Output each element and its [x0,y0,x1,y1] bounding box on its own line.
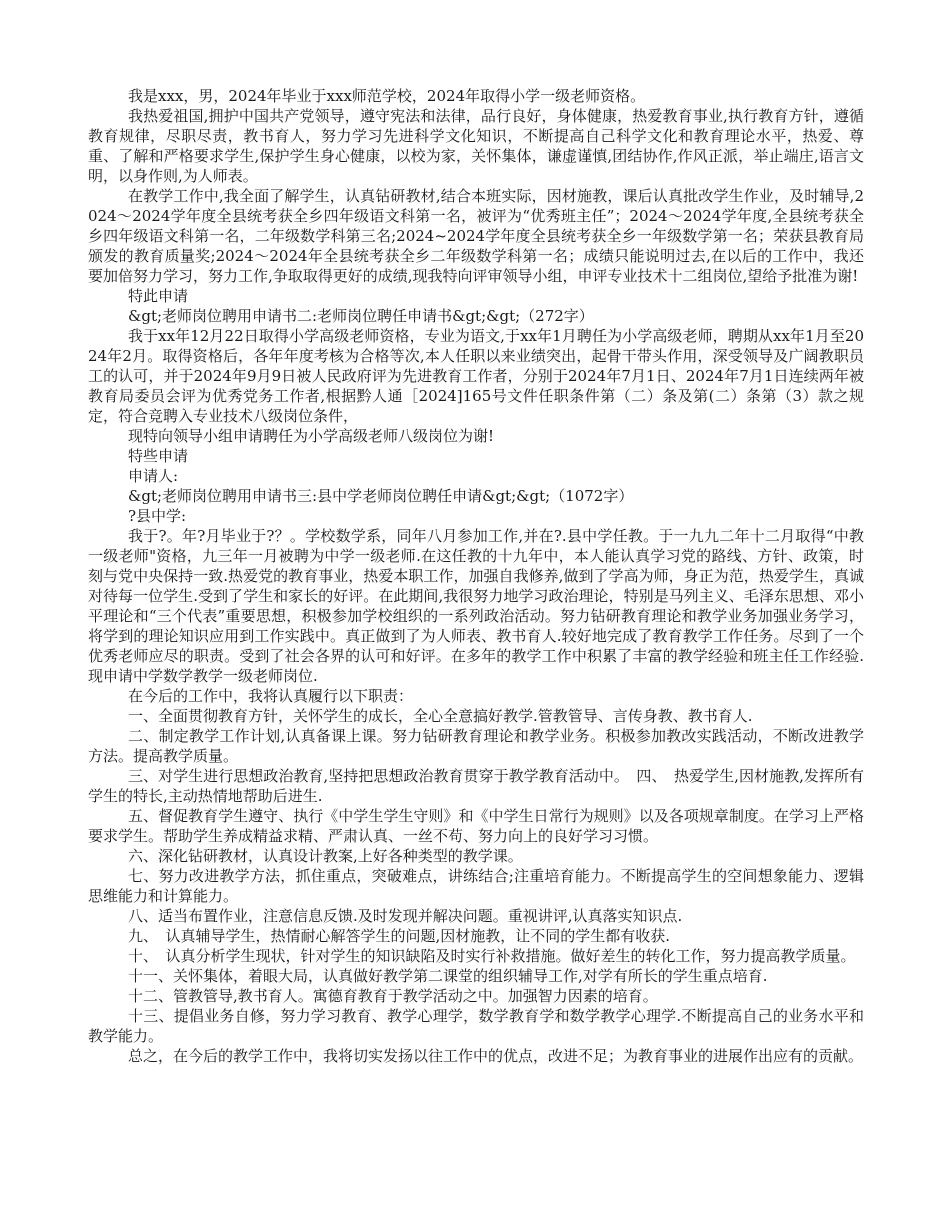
duty-item: 十一、关怀集体，着眼大局，认真做好教学第二课堂的组织辅导工作,对学有所长的学生重点培育. [128,967,768,985]
paragraph: 在今后的工作中，我将认真履行以下职责： [128,687,414,705]
applicant-label: 申请人: [128,467,179,485]
duty-item: 六、深化钻研教材，认真设计教案,上好各种类型的教学课。 [128,847,523,865]
duty-item: 八、适当布置作业，注意信息反馈.及时发现并解决问题。重视讲评,认真落实知识点. [128,907,683,925]
paragraph: 我是xxx，男，2024年毕业于xxx师范学校，2024年取得小学一级老师资格。 [128,87,646,105]
paragraph: 在教学工作中,我全面了解学生，认真钻研教材,结合本班实际，因材施教，课后认真批改学生作业，及时辅导,2024～2024学年度全县统考获全乡四年级语文科第一名，被评为“优秀班主任”；2024～2024学年度,全县统考获全乡四年级语文科第一名，二年级数学科第三名;2024~2024学年度全县统考获全乡一年级数学第一名；荣获县教育局颁发的教育质量奖;2024～2024年全县统考获全乡二年级数学科第一名；成绩只能说明过去,在以后的工作中，我还要加倍努力学习，努力工作,争取取得更好的成绩,现我特向评审领导小组，申评专业技术十二组岗位,望给予批准为谢! [88,187,864,285]
duty-item: 三、对学生进行思想政治教育,坚持把思想政治教育贯穿于教学教育活动中。 四、 热爱学生,因材施教,发挥所有学生的特长,主动热情地帮助后进生. [88,767,864,805]
duty-item: 七、努力改进教学方法，抓住重点，突破难点，讲练结合;注重培育能力。不断提高学生的空间想象能力、逻辑思维能力和计算能力。 [88,867,864,905]
paragraph: 我热爱祖国,拥护中国共产党领导，遵守宪法和法律，品行良好，身体健康，热爱教育事业,执行教育方针，遵循教育规律，尽职尽责，教书育人，努力学习先进科学文化知识，不断提高自己科学文化和教育理论水平，热爱、尊重、了解和严格要求学生,保护学生身心健康，以校为家，关怀集体，谦虚谨慎,团结协作,作风正派，举止端庄,语言文明，以身作则,为人师表。 [88,107,864,185]
duty-item: 九、 认真辅导学生，热情耐心解答学生的问题,因材施教，让不同的学生都有收获. [128,927,671,945]
duty-item: 十、 认真分析学生现状，针对学生的知识缺陷及时实行补救措施。做好差生的转化工作，努力提高教学质量。 [128,947,856,965]
paragraph: 现特向领导小组申请聘任为小学高级老师八级岗位为谢! [128,427,495,445]
salutation: ?县中学: [128,507,187,525]
document-body [88,86,864,1066]
paragraph: 特此申请 [128,287,189,305]
paragraph: 我于xx年12月22日取得小学高级老师资格，专业为语文,于xx年1月聘任为小学高级老师，聘期从xx年1月至2024年2月。取得资格后，各年年度考核为合格等次,本人任职以来业绩突出，起骨干带头作用，深受领导及广阔教职员工的认可，并于2024年9月9日被人民政府评为先进教育工作者，分别于2024年7月1日、2024年7月1日连续两年被教育局委员会评为优秀党务工作者,根据黔人通［2024]165号文件任职条件第（二）条及第(二）条第（3）款之规定，符合竞聘入专业技术八级岗位条件， [88,327,864,425]
section-heading: &gt;老师岗位聘用申请书二:老师岗位聘任申请书&gt;&gt;（272字） [128,307,594,325]
duty-item: 十二、管教管导,教书育人。寓德育教育于教学活动之中。加强智力因素的培育。 [128,987,658,1005]
section-heading: &gt;老师岗位聘用申请书三:县中学老师岗位聘任申请&gt;&gt;（1072字） [128,487,634,505]
paragraph: 我于?。年?月毕业于?？。学校数学系，同年八月参加工作,并在?.县中学任教。于一九九二年十二月取得“中教一级老师"资格，九三年一月被聘为中学一级老师.在这任教的十九年中，本人能认真学习党的路线、方针、政策，时刻与党中央保持一致.热爱党的教育事业，热爱本职工作，加强自我修养,做到了学高为师，身正为范，热爱学生，真诚对待每一位学生.受到了学生和家长的好评。在此期间,我很努力地学习政治理论，特别是马列主义、毛泽东思想、邓小平理论和“三个代表”重要思想，积极参加学校组织的一系列政治活动。努力钻研教育理论和教学业务加强业务学习，将学到的理论知识应用到工作实践中。真正做到了为人师表、教书育人.较好地完成了教育教学工作任务。尽到了一个优秀老师应尽的职责。受到了社会各界的认可和好评。在多年的教学工作中积累了丰富的教学经验和班主任工作经验.现申请中学数学教学一级老师岗位. [88,527,864,685]
closing-paragraph: 总之，在今后的教学工作中，我将切实发扬以往工作中的优点，改进不足；为教育事业的进展作出应有的贡献。 [128,1047,864,1065]
paragraph: 特些申请 [128,447,189,465]
duty-item: 二、制定教学工作计划,认真备课上课。努力钻研教育理论和教学业务。积极参加教改实践活动，不断改进教学方法。提高教学质量。 [88,727,864,765]
duty-item: 五、督促教育学生遵守、执行《中学生学生守则》和《中学生日常行为规则》以及各项规章制度。在学习上严格要求学生。帮助学生养成精益求精、严肃认真、一丝不苟、努力向上的良好学习习惯。 [88,807,864,845]
duty-item: 一、全面贯彻教育方针，关怀学生的成长，全心全意搞好教学.管教管导、言传身教、教书育人. [128,707,753,725]
duty-item: 十三、提倡业务自修，努力学习教育、教学心理学，数学教育学和数学教学心理学.不断提高自己的业务水平和教学能力。 [88,1007,864,1045]
